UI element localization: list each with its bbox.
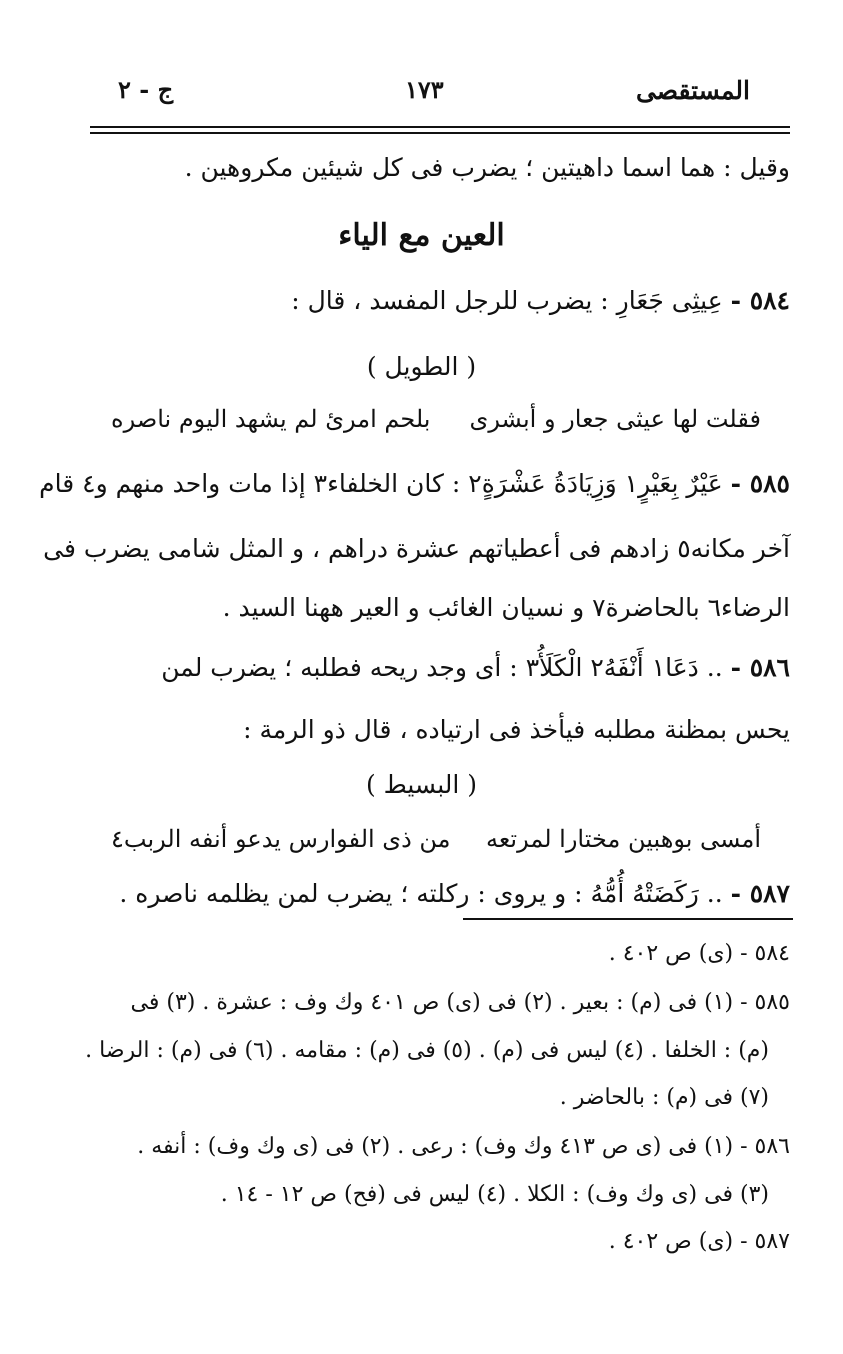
entry-585-line-1 [39, 468, 790, 499]
page-number: ١٧٣ [405, 75, 444, 104]
second-hemistich: من ذى الفوارس يدعو أنفه الربب٤ [111, 825, 451, 853]
entry-585-line-3: الرضاء٦ بالحاضرة٧ و نسيان الغائب و العير ههنا السيد . [222, 593, 790, 622]
first-hemistich: فقلت لها عيثى جعار و أبشرى [469, 405, 761, 433]
poem-verse [111, 405, 761, 433]
entry-text: عَيْرٌ بِعَيْرٍ١ وَزِيَادَةُ عَشْرَةٍ٢ : كان الخلفاء٣ إذا مات واحد منهم و٤ قام [39, 469, 723, 498]
entry-text: .. رَكَضَتْهُ أُمُّهُ : و يروى : ركلته ؛ يضرب لمن يظلمه ناصره . [119, 879, 723, 908]
footnote-585-line-2: (م) : الخلفا . (٤) ليس فى (م) . (٥) فى (م) : مقامه . (٦) فى (م) : الرضا . [85, 1038, 769, 1063]
entry-586-line-1 [100, 652, 790, 683]
entry-number: ٥٨٤ - [730, 286, 790, 315]
footnote-585-line-3: (٧) فى (م) : بالحاضر . [559, 1085, 769, 1110]
entry-584 [100, 285, 790, 316]
footnote-separator [463, 918, 793, 920]
footnote-586-line-1: ٥٨٦ - (١) فى (ى ص ٤١٣ وك وف) : رعى . (٢) فى (ى وك وف) : أنفه . [137, 1134, 790, 1159]
section-heading: العين مع الياء [338, 218, 505, 253]
entry-587 [100, 878, 790, 909]
poem-verse [111, 825, 761, 853]
footnote-586-line-2: (٣) فى (ى وك وف) : الكلا . (٤) ليس فى (فح) ص ١٢ - ١٤ . [220, 1182, 769, 1207]
footnote-584: ٥٨٤ - (ى) ص ٤٠٢ . [608, 941, 790, 966]
second-hemistich: بلحم امرئ لم يشهد اليوم ناصره [111, 405, 431, 433]
header-rule-upper [90, 126, 790, 128]
meter-label: ( الطويل ) [366, 352, 477, 381]
entry-text: .. دَعَا١ أَنْفَهُ٢ الْكَلَأُ٣ : أى وجد ريحه فطلبه ؛ يضرب لمن [161, 653, 723, 682]
entry-586-line-2: يحس بمظنة مطلبه فيأخذ فى ارتياده ، قال ذو الرمة : [243, 715, 790, 744]
entry-585-line-2: آخر مكانه٥ زادهم فى أعطياتهم عشرة دراهم ، و المثل شامى يضرب فى [43, 534, 790, 563]
header-rule-lower [90, 132, 790, 134]
entry-text: عِيثِى جَعَارِ : يضرب للرجل المفسد ، قال : [291, 286, 723, 315]
entry-number: ٥٨٧ - [730, 879, 790, 908]
first-hemistich: أمسى بوهبين مختارا لمرتعه [485, 825, 761, 853]
entry-number: ٥٨٥ - [730, 469, 790, 498]
footnote-585-line-1: ٥٨٥ - (١) فى (م) : بعير . (٢) فى (ى) ص ٤٠١ وك وف : عشرة . (٣) فى [130, 990, 790, 1015]
footnote-587: ٥٨٧ - (ى) ص ٤٠٢ . [608, 1229, 790, 1254]
volume-indicator: ج - ٢ [118, 75, 174, 104]
entry-number: ٥٨٦ - [730, 653, 790, 682]
intro-line: وقيل : هما اسما داهيتين ؛ يضرب فى كل شيئين مكروهين . [184, 153, 790, 182]
running-head-title: المستقصى [635, 76, 750, 105]
meter-label: ( البسيط ) [365, 770, 478, 799]
